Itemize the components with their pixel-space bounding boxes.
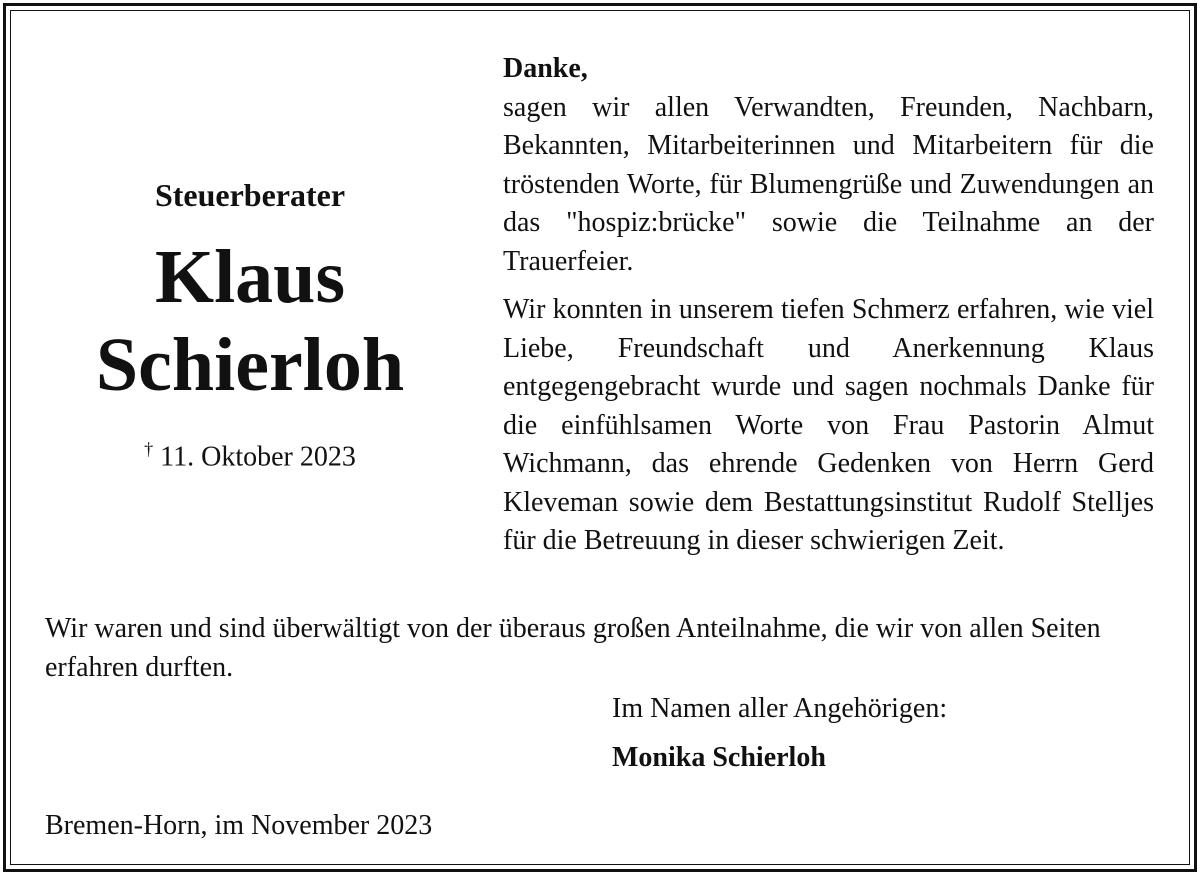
first-name: Klaus (154, 235, 346, 319)
thanks-paragraph-2: Wir konnten in unserem tiefen Schmerz erfahren, wie viel Liebe, Freundschaft und Anerkennung Klaus entgegengebracht wurde und sagen nochmals Danke für die einfühlsamen Worte von Frau Pastorin Almut Wichmann, das ehrende Gedenken von Herrn Gerd Kleveman sowie dem Bestattungsinstitut Rudolf Stelljes für die Betreuung in dieser schwierigen Zeit. (503, 294, 1154, 556)
signer-name: Monika Schierloh (612, 741, 826, 773)
profession: Steuerberater (154, 177, 346, 213)
death-line (60, 431, 440, 475)
thanks-heading: Danke, (503, 53, 588, 84)
signoff-intro: Im Namen aller Angehörigen: (612, 693, 948, 724)
deceased-block (60, 175, 440, 475)
last-name: Schierloh (95, 323, 405, 407)
signoff-block (612, 690, 1152, 777)
place-date: Bremen-Horn, im November 2023 (45, 810, 433, 841)
deceased-name (60, 233, 440, 409)
thanks-block (503, 50, 1154, 561)
thanks-paragraph-1: sagen wir allen Verwandten, Freunden, Nachbarn, Bekannten, Mitarbeiterinnen und Mitarbeitern für die tröstenden Worte, für Blumengrüße und Zuwendungen an das "hospiz:brücke" sowie die Teilnahme an der Trauerfeier. (503, 91, 1154, 277)
cross-symbol: † (144, 439, 154, 459)
thanks-paragraph-3: Wir waren und sind überwältigt von der überaus großen Anteilnahme, die wir von allen Seiten erfahren durften. (45, 613, 1101, 683)
death-date: 11. Oktober 2023 (160, 441, 356, 473)
